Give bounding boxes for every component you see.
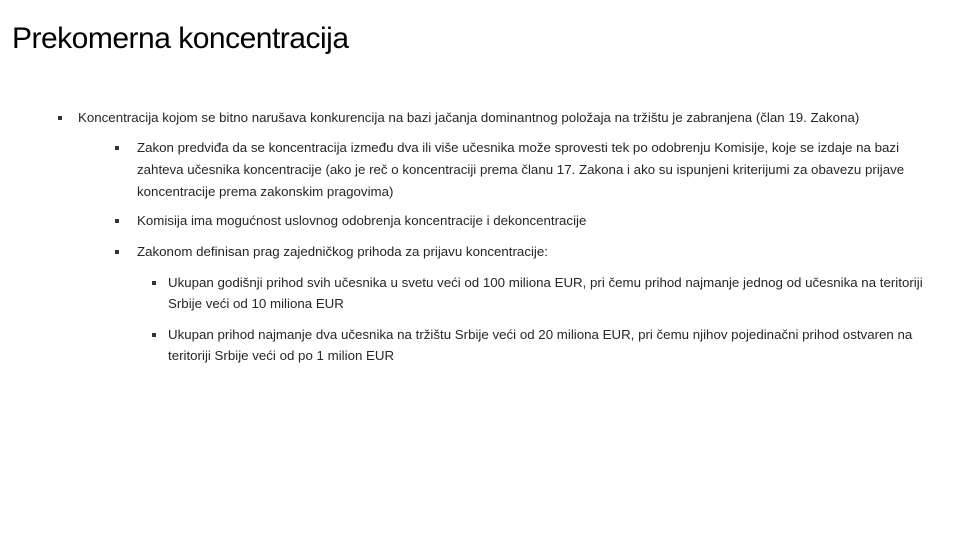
bullet-text: Komisija ima mogućnost uslovnog odobrenja koncentracije i dekoncentracije [137,213,587,228]
bullet-marker-icon [115,219,119,223]
bullet-text: Zakon predviđa da se koncentracija između dva ili više učesnika može sprovesti tek po odobrenju Komisije, koje se izdaje na bazi zahteva učesnika koncentracije (ako je reč o koncentraciji prema članu 17. Zakona i ako su ispunjeni kriterijumi za obavezu prijave koncentracije prema zakonskim pragovima) [137,140,905,199]
bullet-marker-icon [115,250,119,254]
slide-title: Prekomerna koncentracija [12,22,349,55]
bullet-text: Ukupan godišnji prihod svih učesnika u svetu veći od 100 miliona EUR, pri čemu prihod najmanje jednog od učesnika na teritoriji Srbije veći od 10 miliona EUR [168,275,923,311]
bullet-level1 [78,107,938,129]
bullet-text: Ukupan prihod najmanje dva učesnika na tržištu Srbije veći od 20 miliona EUR, pri čemu njihov pojedinačni prihod ostvaren na teritoriji Srbije veći od po 1 milion EUR [168,327,913,363]
bullet-marker-icon [58,116,62,120]
bullet-marker-icon [115,146,119,150]
bullet-marker-icon [152,281,156,285]
bullet-level3 [168,272,928,314]
bullet-level2 [137,137,917,203]
bullet-text: Koncentracija kojom se bitno narušava konkurencija na bazi jačanja dominantnog položaja na tržištu je zabranjena (član 19. Zakona) [78,110,860,125]
bullet-level2 [137,210,917,232]
bullet-level2 [137,241,917,263]
bullet-marker-icon [152,333,156,337]
bullet-level3 [168,324,928,366]
bullet-text: Zakonom definisan prag zajedničkog prihoda za prijavu koncentracije: [137,244,548,259]
